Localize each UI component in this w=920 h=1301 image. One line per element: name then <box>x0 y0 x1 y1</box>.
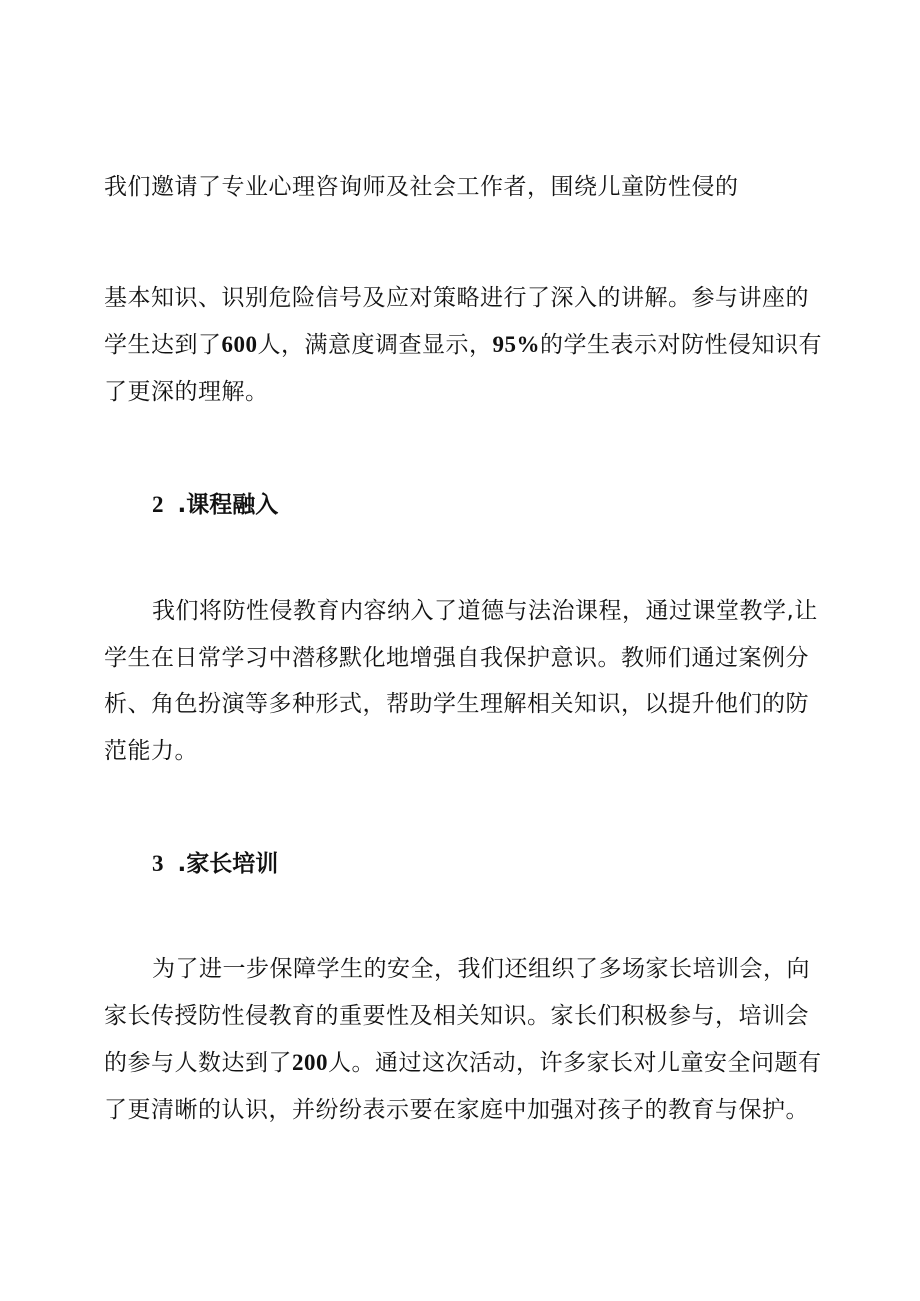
paragraph-line: 我们将防性侵教育内容纳入了道德与法治课程，通过课堂教学,让 <box>152 598 818 624</box>
paragraph-line: 学生在日常学习中潜移默化地增强自我保护意识。教师们通过案例分 <box>104 645 809 671</box>
paragraph-line: 基本知识、识别危险信号及应对策略进行了深入的讲解。参与讲座的 <box>104 285 809 311</box>
section-number: 3 <box>152 851 164 876</box>
paragraph-line <box>104 330 822 360</box>
text-segment: 的学生表示对防性侵知识有 <box>540 332 822 358</box>
paragraph-line: 家长传授防性侵教育的重要性及相关知识。家长们积极参与，培训会 <box>104 1003 809 1029</box>
text-segment: 人，满意度调查显示， <box>257 332 493 358</box>
paragraph-line: 范能力。 <box>104 738 198 764</box>
section-number: 2 <box>152 492 164 517</box>
section-heading-2 <box>152 490 278 520</box>
paragraph-line: 为了进一步保障学生的安全，我们还组织了多场家长培训会，向 <box>152 956 810 982</box>
section-title: .课程融入 <box>177 492 279 518</box>
parent-participant-count: 200 <box>292 1050 328 1075</box>
satisfaction-percent: 95% <box>492 332 540 357</box>
paragraph-line: 了更清晰的认识，并纷纷表示要在家庭中加强对孩子的教育与保护。 <box>104 1097 809 1123</box>
text-segment: 的参与人数达到了 <box>104 1050 292 1076</box>
paragraph-line: 我们邀请了专业心理咨询师及社会工作者，围绕儿童防性侵的 <box>104 174 739 200</box>
paragraph-line <box>104 1048 822 1078</box>
text-segment: 人。通过这次活动，许多家长对儿童安全问题有 <box>328 1050 822 1076</box>
participant-count: 600 <box>221 332 258 357</box>
text-segment: 学生达到了 <box>104 332 222 358</box>
section-title: .家长培训 <box>177 851 279 877</box>
section-heading-3 <box>152 849 278 879</box>
paragraph-line: 了更深的理解。 <box>104 379 269 405</box>
paragraph-line: 析、角色扮演等多种形式，帮助学生理解相关知识，以提升他们的防 <box>104 691 809 717</box>
